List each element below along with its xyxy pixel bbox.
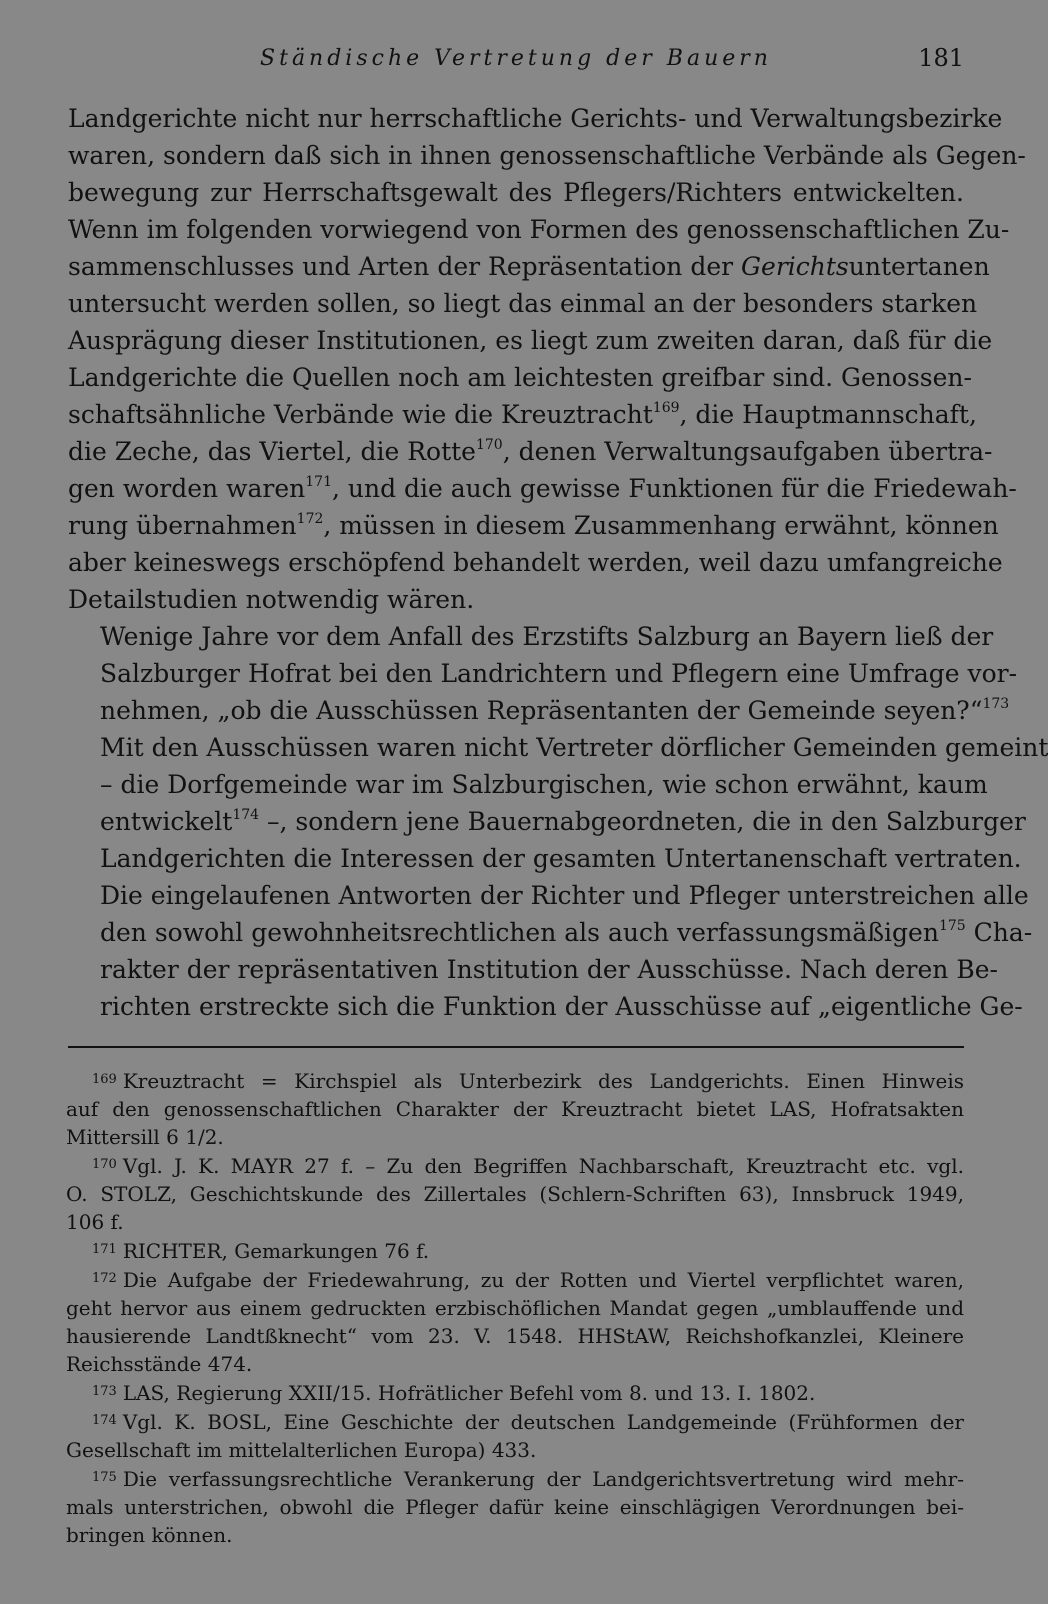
text-line — [68, 507, 999, 544]
footnote-172 — [66, 1265, 964, 1378]
footnote-line: hausierende Landtßknecht“ vom 23. V. 1548. HHStAW, Reichshofkanzlei, Kleinere — [66, 1324, 964, 1348]
text-segment: Cha- — [965, 918, 1033, 947]
footnote-line — [66, 1378, 964, 1407]
footnote-reference[interactable]: 170 — [475, 437, 503, 453]
footnote-number: 170 — [92, 1157, 117, 1172]
footnote-line: Mittersill 6 1/2. — [66, 1125, 224, 1149]
text-line: Salzburger Hofrat bei den Landrichtern und Pflegern eine Umfrage vor- — [100, 659, 1018, 688]
footnote-174 — [66, 1407, 964, 1464]
text-line: bewegung zur Herrschaftsgewalt des Pflegers/Richters entwickelten. — [68, 178, 964, 207]
footnote-reference[interactable]: 169 — [652, 400, 680, 416]
text-line: rakter der repräsentativen Institution der Ausschüsse. Nach deren Be- — [100, 955, 998, 984]
text-line: – die Dorfgemeinde war im Salzburgischen, wie schon erwähnt, kaum — [100, 770, 988, 799]
text-line: Landgerichte die Quellen noch am leichtesten greifbar sind. Genossen- — [68, 363, 972, 392]
text-line — [68, 470, 1017, 507]
text-segment: –, sondern jene Bauernabgeordneten, die in den Salzburger — [259, 807, 1026, 836]
footnote-line: auf den genossenschaftlichen Charakter der Kreuztracht bietet LAS, Hofratsakten — [66, 1097, 964, 1121]
footnote-number: 171 — [92, 1242, 117, 1257]
text-segment: , die Hauptmannschaft, — [679, 400, 977, 429]
footnote-line: O. STOLZ, Geschichtskunde des Zillertales (Schlern-Schriften 63), Innsbruck 1949, — [66, 1182, 964, 1206]
footnote-line: mals unterstrichen, obwohl die Pfleger dafür keine einschlägigen Verordnungen bei- — [66, 1495, 964, 1519]
text-segment: rung übernahmen — [68, 511, 297, 540]
text-segment: nehmen, „ob die Ausschüssen Repräsentanten der Gemeinde seyen?“ — [100, 696, 983, 725]
text-line — [68, 396, 977, 433]
footnote-reference[interactable]: 173 — [982, 696, 1010, 712]
footnote-line — [66, 1407, 964, 1436]
footnote-line: geht hervor aus einem gedruckten erzbischöflichen Mandat gegen „umblauffende und — [66, 1296, 964, 1320]
text-line: aber keineswegs erschöpfend behandelt werden, weil dazu umfangreiche — [68, 548, 1003, 577]
text-line: Landgerichten die Interessen der gesamten Untertanenschaft vertraten. — [100, 844, 1022, 873]
text-segment: den sowohl gewohnheitsrechtlichen als auch verfassungsmäßigen — [100, 918, 939, 947]
footnote-169 — [66, 1066, 964, 1151]
footnote-text: Vgl. K. BOSL, Eine Geschichte der deutschen Landgemeinde (Frühformen der — [122, 1410, 964, 1434]
text-segment: die Zeche, das Viertel, die Rotte — [68, 437, 476, 466]
footnote-line: Gesellschaft im mittelalterlichen Europa) 433. — [66, 1438, 537, 1462]
text-segment: untertanen — [848, 252, 990, 281]
text-line: untersucht werden sollen, so liegt das einmal an der besonders starken — [68, 289, 978, 318]
footnotes — [66, 1066, 964, 1549]
footnote-line — [66, 1236, 964, 1265]
text-segment: gen worden waren — [68, 474, 306, 503]
footnote-number: 172 — [92, 1271, 117, 1286]
text-line — [68, 692, 1010, 729]
footnote-number: 173 — [92, 1384, 117, 1399]
text-segment: , und die auch gewisse Funktionen für die Friedewah- — [331, 474, 1017, 503]
text-segment: entwickelt — [100, 807, 233, 836]
footnote-line — [66, 1066, 964, 1095]
footnote-reference[interactable]: 172 — [296, 511, 324, 527]
text-line — [68, 914, 1033, 951]
footnote-text: LAS, Regierung XXII/15. Hofrätlicher Befehl vom 8. und 13. I. 1802. — [122, 1381, 816, 1405]
main-text — [68, 100, 1048, 1025]
text-segment: , müssen in diesem Zusammenhang erwähnt, können — [323, 511, 999, 540]
footnote-reference[interactable]: 175 — [938, 918, 966, 934]
footnote-number: 175 — [92, 1470, 117, 1485]
footnote-line: 106 f. — [66, 1210, 124, 1234]
page-header — [68, 42, 964, 82]
footnote-170 — [66, 1151, 964, 1236]
page-number: 181 — [918, 44, 964, 72]
footnote-text: Vgl. J. K. MAYR 27 f. – Zu den Begriffen Nachbarschaft, Kreuztracht etc. vgl. — [122, 1154, 964, 1178]
text-line: Wenn im folgenden vorwiegend von Formen des genossenschaftlichen Zu- — [68, 215, 1010, 244]
footnote-line — [66, 1464, 964, 1493]
italic-text: Gerichts — [741, 252, 849, 281]
text-line: waren, sondern daß sich in ihnen genossenschaftliche Verbände als Gegen- — [68, 141, 1026, 170]
text-line: Ausprägung dieser Institutionen, es liegt zum zweiten daran, daß für die — [68, 326, 993, 355]
text-segment: sammenschlusses und Arten der Repräsentation der — [68, 252, 742, 281]
text-line: Landgerichte nicht nur herrschaftliche Gerichts- und Verwaltungsbezirke — [68, 104, 1003, 133]
text-line: Die eingelaufenen Antworten der Richter und Pfleger unterstreichen alle — [100, 881, 1029, 910]
paragraph-1 — [68, 100, 1026, 618]
text-line — [68, 803, 1026, 840]
footnote-175 — [66, 1464, 964, 1549]
footnote-number: 169 — [92, 1072, 117, 1087]
footnote-rule — [68, 1046, 964, 1048]
footnote-line: bringen können. — [66, 1523, 233, 1547]
footnote-text: RICHTER, Gemarkungen 76 f. — [122, 1239, 430, 1263]
footnote-text: Kreuztracht = Kirchspiel als Unterbezirk des Landgerichts. Einen Hinweis — [122, 1069, 964, 1093]
footnote-line — [66, 1265, 964, 1294]
footnote-173 — [66, 1378, 964, 1407]
footnote-reference[interactable]: 171 — [305, 474, 332, 490]
footnote-line: Reichsstände 474. — [66, 1352, 253, 1376]
text-line: Mit den Ausschüssen waren nicht Vertreter dörflicher Gemeinden gemeint — [100, 733, 1048, 762]
footnote-text: Die Aufgabe der Friedewahrung, zu der Rotten und Viertel verpflichtet waren, — [122, 1268, 964, 1292]
text-line: Detailstudien notwendig wären. — [68, 585, 475, 614]
running-title: Ständische Vertretung der Bauern — [260, 46, 772, 71]
footnote-text: Die verfassungsrechtliche Verankerung der Landgerichtsvertretung wird mehr- — [122, 1467, 964, 1491]
text-line — [68, 248, 990, 285]
text-line — [68, 433, 993, 470]
footnote-reference[interactable]: 174 — [232, 807, 260, 823]
text-line: richten erstreckte sich die Funktion der Ausschüsse auf „eigentliche Ge- — [100, 992, 1023, 1021]
paragraph-2 — [68, 618, 1048, 1025]
footnote-171 — [66, 1236, 964, 1265]
text-line: Wenige Jahre vor dem Anfall des Erzstifts Salzburg an Bayern ließ der — [100, 622, 994, 651]
text-segment: schaftsähnliche Verbände wie die Kreuztracht — [68, 400, 653, 429]
footnote-line — [66, 1151, 964, 1180]
text-segment: , denen Verwaltungsaufgaben übertra- — [502, 437, 993, 466]
footnote-number: 174 — [92, 1413, 117, 1428]
